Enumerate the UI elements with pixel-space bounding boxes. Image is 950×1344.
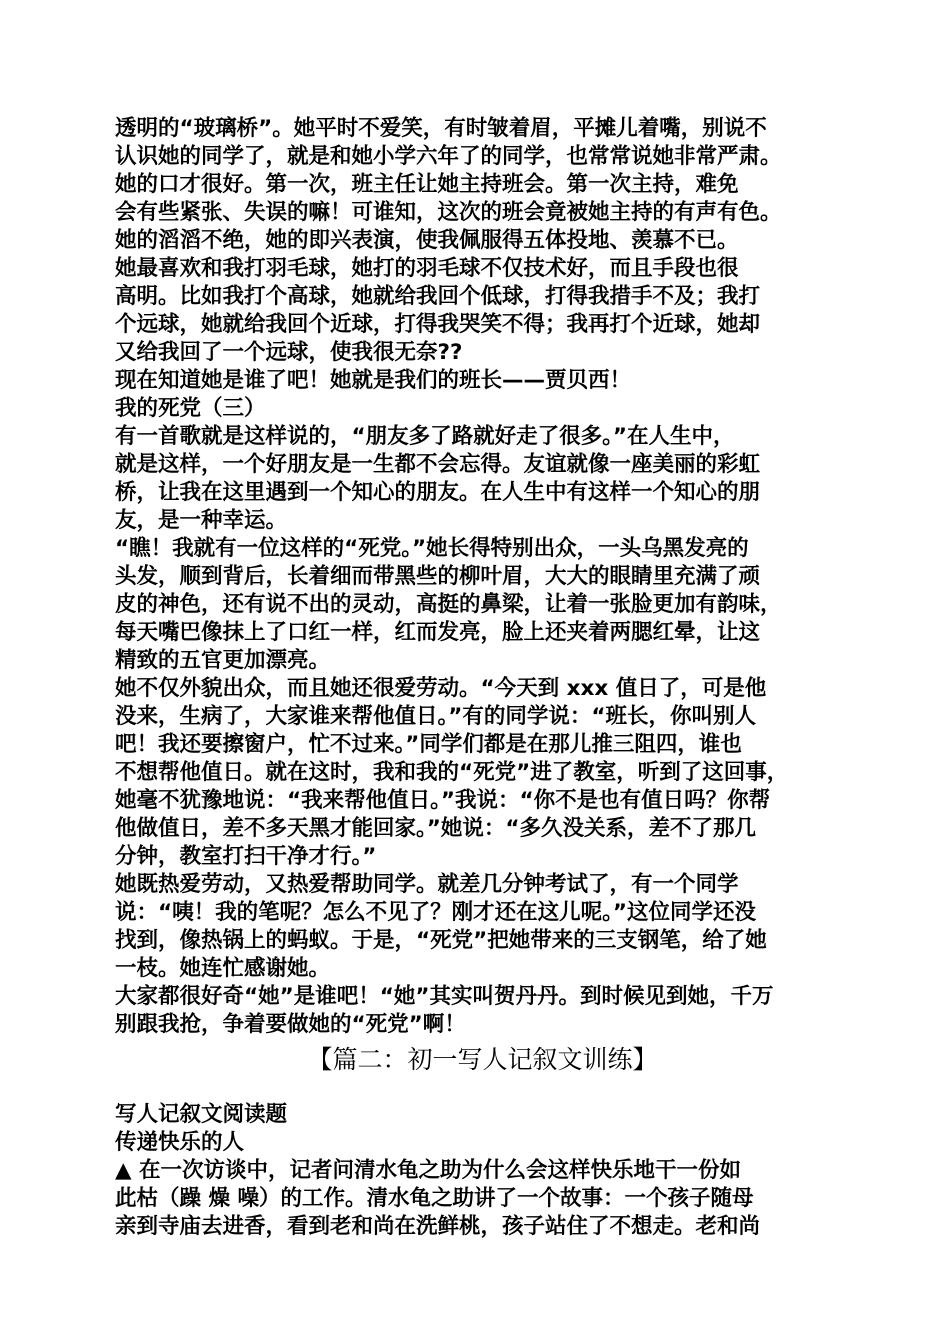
text-line: 高明。比如我打个高球，她就给我回个低球，打得我措手不及；我打 <box>115 284 761 309</box>
body-text-part-2 <box>115 1101 850 1241</box>
text-line: 他做值日，差不多天黑才能回家。”她说：“多久没关系，差不了那几 <box>115 816 757 841</box>
text-line: 就是这样，一个好朋友是一生都不会忘得。友谊就像一座美丽的彩虹 <box>115 452 761 477</box>
text-line: 有一首歌就是这样说的，“朋友多了路就好走了很多。”在人生中， <box>115 424 735 449</box>
text-line: 每天嘴巴像抹上了口红一样，红而发亮，脸上还夹着两腮红晕，让这 <box>115 620 761 645</box>
text-line: 精致的五官更加漂亮。 <box>115 648 331 673</box>
text-line: 会有些紧张、失误的嘛！可谁知，这次的班会竟被她主持的有声有色。 <box>115 200 782 225</box>
text-line: 大家都很好奇“她”是谁吧！“她”其实叫贺丹丹。到时候见到她，千万 <box>115 984 774 1009</box>
article-title: 传递快乐的人 <box>115 1130 245 1155</box>
text-line: “瞧！我就有一位这样的“死党。”她长得特别出众，一头乌黑发亮的 <box>115 536 749 561</box>
text-line: 友，是一种幸运。 <box>115 508 288 533</box>
text-line: 不想帮他值日。就在这时，我和我的“死党”进了教室，听到了这回事， <box>115 760 789 785</box>
text-line: 吧！我还要擦窗户，忙不过来。”同学们都是在那儿推三阻四，谁也 <box>115 732 742 757</box>
text-line: 她不仅外貌出众，而且她还很爱劳动。“今天到 xxx 值日了，可是他 <box>115 676 767 701</box>
text-line: 没来，生病了，大家谁来帮他值日。”有的同学说：“班长，你叫别人 <box>115 704 757 729</box>
text-line: 此枯（躁 燥 噪）的工作。清水龟之助讲了一个故事：一个孩子随母 <box>115 1186 754 1211</box>
text-line: 又给我回了一个远球，使我很无奈?? <box>115 340 463 365</box>
text-line: 她最喜欢和我打羽毛球，她打的羽毛球不仅技术好，而且手段也很 <box>115 256 739 281</box>
text-line: 桥，让我在这里遇到一个知心的朋友。在人生中有这样一个知心的朋 <box>115 480 761 505</box>
text-line: 现在知道她是谁了吧！她就是我们的班长——贾贝西！ <box>115 368 632 393</box>
text-line: 皮的神色，还有说不出的灵动，高挺的鼻梁，让着一张脸更加有韵味， <box>115 592 782 617</box>
exercise-title: 写人记叙文阅读题 <box>115 1102 288 1127</box>
text-line: 她的口才很好。第一次，班主任让她主持班会。第一次主持，难免 <box>115 172 739 197</box>
text-line: 亲到寺庙去进香，看到老和尚在洗鲜桃，孩子站住了不想走。老和尚 <box>115 1214 761 1239</box>
text-line: 她的滔滔不绝，她的即兴表演，使我佩服得五体投地、羡慕不已。 <box>115 228 739 253</box>
text-line: 别跟我抢，争着要做她的“死党”啊！ <box>115 1012 466 1037</box>
text-line: 说：“咦！我的笔呢？怎么不见了？刚才还在这儿呢。”这位同学还没 <box>115 900 757 925</box>
subtitle-line: 我的死党（三） <box>115 396 266 421</box>
text-line: 透明的“玻璃桥”。她平时不爱笑，有时皱着眉，平摊儿着嘴，别说不 <box>115 116 767 141</box>
text-line: 头发，顺到背后，长着细而带黑些的柳叶眉，大大的眼睛里充满了顽 <box>115 564 761 589</box>
text-line: ▲ 在一次访谈中，记者问清水龟之助为什么会这样快乐地干一份如 <box>115 1158 742 1183</box>
text-line: 找到，像热锅上的蚂蚁。于是，“死党”把她带来的三支钢笔，给了她 <box>115 928 767 953</box>
text-line: 她既热爱劳动，又热爱帮助同学。就差几分钟考试了，有一个同学 <box>115 872 739 897</box>
text-line: 她毫不犹豫地说：“我来帮他值日。”我说：“你不是也有值日吗？你帮 <box>115 788 771 813</box>
text-line: 个远球，她就给我回个近球，打得我哭笑不得；我再打个近球，她却 <box>115 312 761 337</box>
text-line: 认识她的同学了，就是和她小学六年了的同学，也常常说她非常严肃。 <box>115 144 782 169</box>
text-line: 分钟，教室打扫干净才行。” <box>115 844 377 869</box>
section-heading: 【篇二：初一写人记叙文训练】 <box>307 1045 658 1074</box>
spacer <box>115 1087 850 1101</box>
body-text-part-1 <box>115 115 850 1039</box>
text-line: 一枝。她连忙感谢她。 <box>115 956 331 981</box>
